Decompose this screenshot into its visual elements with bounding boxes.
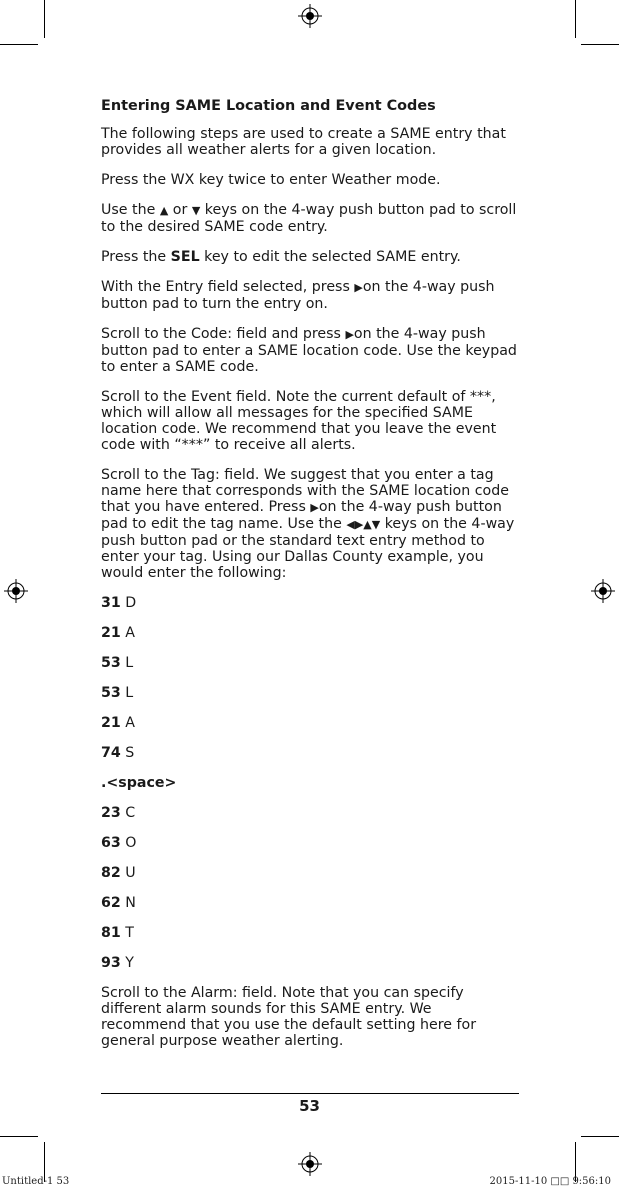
print-slug-left: Untitled-1 53 — [2, 1176, 70, 1187]
crop-mark-top-right-v — [575, 0, 576, 38]
keypad-code-list — [101, 595, 521, 971]
page-number: 53 — [299, 1097, 320, 1115]
code-entry: 82 U — [101, 865, 136, 881]
registration-mark-icon — [591, 579, 615, 603]
paragraph-scroll-entry: Use the ▲ or ▼ keys on the 4-way push button pad to scroll to the desired SAME code entry. — [101, 202, 517, 235]
code-entry: 74 S — [101, 745, 135, 761]
crop-mark-top-left-v — [44, 0, 45, 38]
crop-mark-top-right-h — [581, 44, 619, 45]
crop-mark-top-left-h — [0, 44, 38, 45]
right-arrow-icon: ▶ — [310, 501, 319, 514]
code-entry: 63 O — [101, 835, 137, 851]
code-entry: 23 C — [101, 805, 136, 821]
print-slug-right: 2015-11-10 □□ 9:56:10 — [489, 1176, 611, 1187]
sel-key-label: SEL — [170, 249, 200, 265]
code-entry: 21 A — [101, 715, 135, 731]
up-arrow-icon: ▲ — [159, 204, 169, 217]
footer-divider — [101, 1093, 519, 1094]
right-arrow-icon: ▶ — [345, 328, 354, 341]
code-entry: 81 T — [101, 925, 134, 941]
paragraph-sel-key: Press the SEL key to edit the selected SAME entry. — [101, 249, 461, 265]
code-entry: 53 L — [101, 685, 134, 701]
code-entry: 93 Y — [101, 955, 134, 971]
crop-mark-bottom-left-h — [0, 1136, 38, 1137]
code-entry: 62 N — [101, 895, 136, 911]
section-heading: Entering SAME Location and Event Codes — [101, 98, 436, 114]
down-arrow-icon: ▼ — [191, 204, 201, 217]
page-content — [101, 97, 521, 1063]
code-entry: 21 A — [101, 625, 135, 641]
paragraph-entry-field: With the Entry field selected, press ▶on the 4-way push button pad to turn the entry on. — [101, 279, 495, 312]
paragraph-alarm-field: Scroll to the Alarm: field. Note that you can specify different alarm sounds for this SAME entry. We recommend that you use the default setting here for general purpose weather alerting. — [101, 985, 477, 1049]
paragraph-tag-field: Scroll to the Tag: field. We suggest that you enter a tag name here that corresponds with the SAME location code that you have entered. Press ▶on the 4-way push button pad to edit the tag name. Use the ◀▶▲▼ keys on the 4-way push button pad or the standard text entry method to enter your tag. Using our Dallas County example, you would enter the following: — [101, 467, 515, 581]
paragraph-event-field: Scroll to the Event field. Note the current default of ***, which will allow all messages for the specified SAME location code. We recommend that you leave the event code with “***” to receive all alerts. — [101, 389, 497, 453]
crop-mark-bottom-right-h — [581, 1136, 619, 1137]
paragraph-code-field: Scroll to the Code: field and press ▶on the 4-way push button pad to enter a SAME location code. Use the keypad to enter a SAME code. — [101, 326, 517, 375]
code-entry: 53 L — [101, 655, 134, 671]
registration-mark-icon — [298, 4, 322, 28]
paragraph-intro: The following steps are used to create a SAME entry that provides all weather alerts for a given location. — [101, 126, 506, 158]
code-entry: .<space> — [101, 775, 177, 791]
code-entry: 31 D — [101, 595, 137, 611]
right-arrow-icon: ▶ — [354, 281, 363, 294]
four-way-arrows-icon: ◀▶▲▼ — [346, 518, 381, 531]
paragraph-wx-key: Press the WX key twice to enter Weather mode. — [101, 172, 441, 188]
registration-mark-icon — [4, 579, 28, 603]
registration-mark-icon — [298, 1152, 322, 1176]
